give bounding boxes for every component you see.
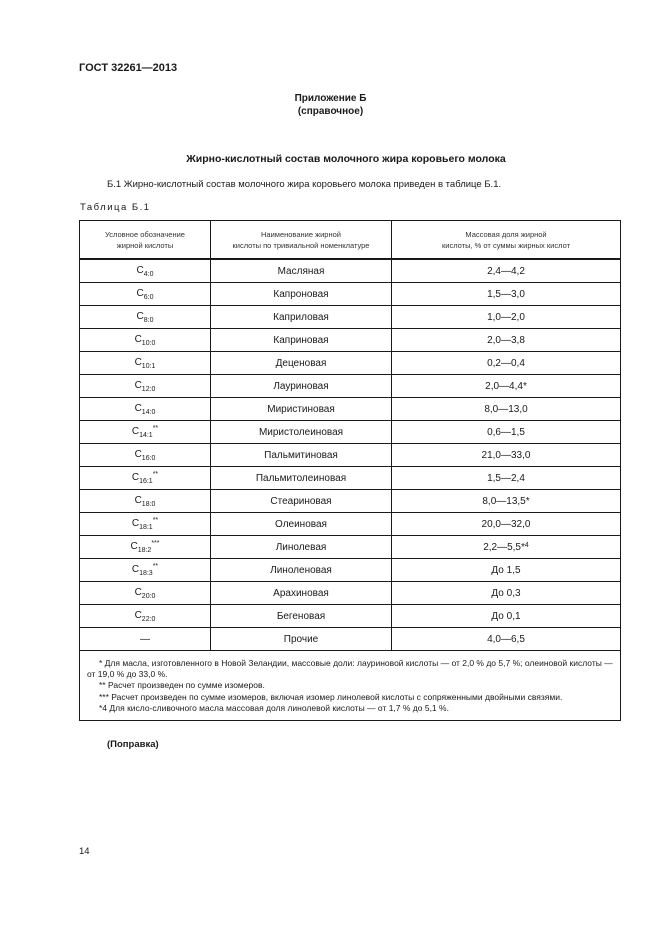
table-row <box>80 421 621 444</box>
mass-fraction: 1,5—2,4 <box>392 467 621 490</box>
footnotes-row <box>80 651 621 721</box>
table-row <box>80 582 621 605</box>
acid-name: Миристолеиновая <box>211 421 392 444</box>
mass-fraction: 0,2—0,4 <box>392 352 621 375</box>
table-row <box>80 628 621 651</box>
table-row <box>80 398 621 421</box>
acid-symbol: $C_{10:1}$ <box>80 352 211 375</box>
acid-name: Лауриновая <box>211 375 392 398</box>
acid-name: Бегеновая <box>211 605 392 628</box>
table-row <box>80 490 621 513</box>
mass-fraction: 1,5—3,0 <box>392 283 621 306</box>
mass-fraction: 2,2—5,5*$^4$ <box>392 536 621 559</box>
acid-name: Капроновая <box>211 283 392 306</box>
table-row <box>80 329 621 352</box>
amendment-note: (Поправка) <box>107 739 159 750</box>
appendix-heading <box>0 92 661 118</box>
footnote: *** Расчет произведен по сумме изомеров, включая изомер линолевой кислоты с сопряженными двойными связями. <box>99 691 563 702</box>
acid-symbol: $C_{8:0}$ <box>80 306 211 329</box>
acid-symbol: — <box>80 628 211 651</box>
acid-name: Каприловая <box>211 306 392 329</box>
table-row <box>80 513 621 536</box>
acid-symbol: $C_{18:3}^{**}$ <box>80 559 211 582</box>
footnote: *4 Для кисло-сливочного масла массовая доля линолевой кислоты — от 1,7 % до 5,1 %. <box>99 702 449 713</box>
acid-symbol: $C_{4:0}$ <box>80 259 211 283</box>
document-header: ГОСТ 32261—2013 <box>79 62 178 74</box>
acid-symbol: $C_{18:2}^{***}$ <box>80 536 211 559</box>
acid-symbol: $C_{22:0}$ <box>80 605 211 628</box>
header-mass-fraction: Массовая доля жирной кислоты, % от суммы жирных кислот <box>392 221 621 260</box>
appendix-title: Приложение Б <box>294 93 367 104</box>
table-row <box>80 559 621 582</box>
acid-symbol: $C_{18:0}$ <box>80 490 211 513</box>
mass-fraction: 8,0—13,5* <box>392 490 621 513</box>
mass-fraction: 2,0—3,8 <box>392 329 621 352</box>
acid-name: Пальмитолеиновая <box>211 467 392 490</box>
mass-fraction: 21,0—33,0 <box>392 444 621 467</box>
table-row <box>80 467 621 490</box>
mass-fraction: 2,0—4,4* <box>392 375 621 398</box>
acid-name: Олеиновая <box>211 513 392 536</box>
table-caption: Таблица Б.1 <box>80 202 151 213</box>
header-symbol: Условное обозначение жирной кислоты <box>80 221 211 260</box>
acid-name: Прочие <box>211 628 392 651</box>
table-row <box>80 536 621 559</box>
footnotes <box>80 651 621 721</box>
header-name: Наименование жирной кислоты по тривиальной номенклатуре <box>211 221 392 260</box>
mass-fraction: 2,4—4,2 <box>392 259 621 283</box>
table-header-row <box>80 221 621 260</box>
acid-symbol: $C_{16:1}^{**}$ <box>80 467 211 490</box>
mass-fraction: 8,0—13,0 <box>392 398 621 421</box>
mass-fraction: 0,6—1,5 <box>392 421 621 444</box>
appendix-subtitle: (справочное) <box>297 106 364 117</box>
acid-symbol: $C_{14:1}^{**}$ <box>80 421 211 444</box>
table-row <box>80 283 621 306</box>
acid-name: Стеариновая <box>211 490 392 513</box>
section-title: Жирно-кислотный состав молочного жира коровьего молока <box>186 153 506 165</box>
acid-name: Каприновая <box>211 329 392 352</box>
fatty-acid-table <box>79 220 621 721</box>
acid-symbol: $C_{12:0}$ <box>80 375 211 398</box>
acid-name: Миристиновая <box>211 398 392 421</box>
acid-symbol: $C_{20:0}$ <box>80 582 211 605</box>
table-row <box>80 375 621 398</box>
mass-fraction: До 0,3 <box>392 582 621 605</box>
acid-symbol: $C_{6:0}$ <box>80 283 211 306</box>
mass-fraction: 20,0—32,0 <box>392 513 621 536</box>
table-row <box>80 444 621 467</box>
acid-name: Арахиновая <box>211 582 392 605</box>
table-row <box>80 605 621 628</box>
acid-symbol: $C_{10:0}$ <box>80 329 211 352</box>
page-number: 14 <box>79 846 90 857</box>
mass-fraction: До 0,1 <box>392 605 621 628</box>
mass-fraction: До 1,5 <box>392 559 621 582</box>
table-row <box>80 352 621 375</box>
acid-symbol: $C_{18:1}^{**}$ <box>80 513 211 536</box>
footnote: * Для масла, изготовленного в Новой Зеландии, массовые доли: лауриновой кислоты — от 2,0 % до 5,7 %; олеиновой кислоты — от 19,0 % до 33,0 %. <box>87 658 613 680</box>
acid-symbol: $C_{14:0}$ <box>80 398 211 421</box>
mass-fraction: 4,0—6,5 <box>392 628 621 651</box>
table-row <box>80 259 621 283</box>
table-row <box>80 306 621 329</box>
acid-symbol: $C_{16:0}$ <box>80 444 211 467</box>
acid-name: Линолевая <box>211 536 392 559</box>
mass-fraction: 1,0—2,0 <box>392 306 621 329</box>
acid-name: Деценовая <box>211 352 392 375</box>
footnote: ** Расчет произведен по сумме изомеров. <box>99 680 265 691</box>
acid-name: Пальмитиновая <box>211 444 392 467</box>
acid-name: Масляная <box>211 259 392 283</box>
intro-paragraph: Б.1 Жирно-кислотный состав молочного жира коровьего молока приведен в таблице Б.1. <box>107 179 502 190</box>
acid-name: Линоленовая <box>211 559 392 582</box>
